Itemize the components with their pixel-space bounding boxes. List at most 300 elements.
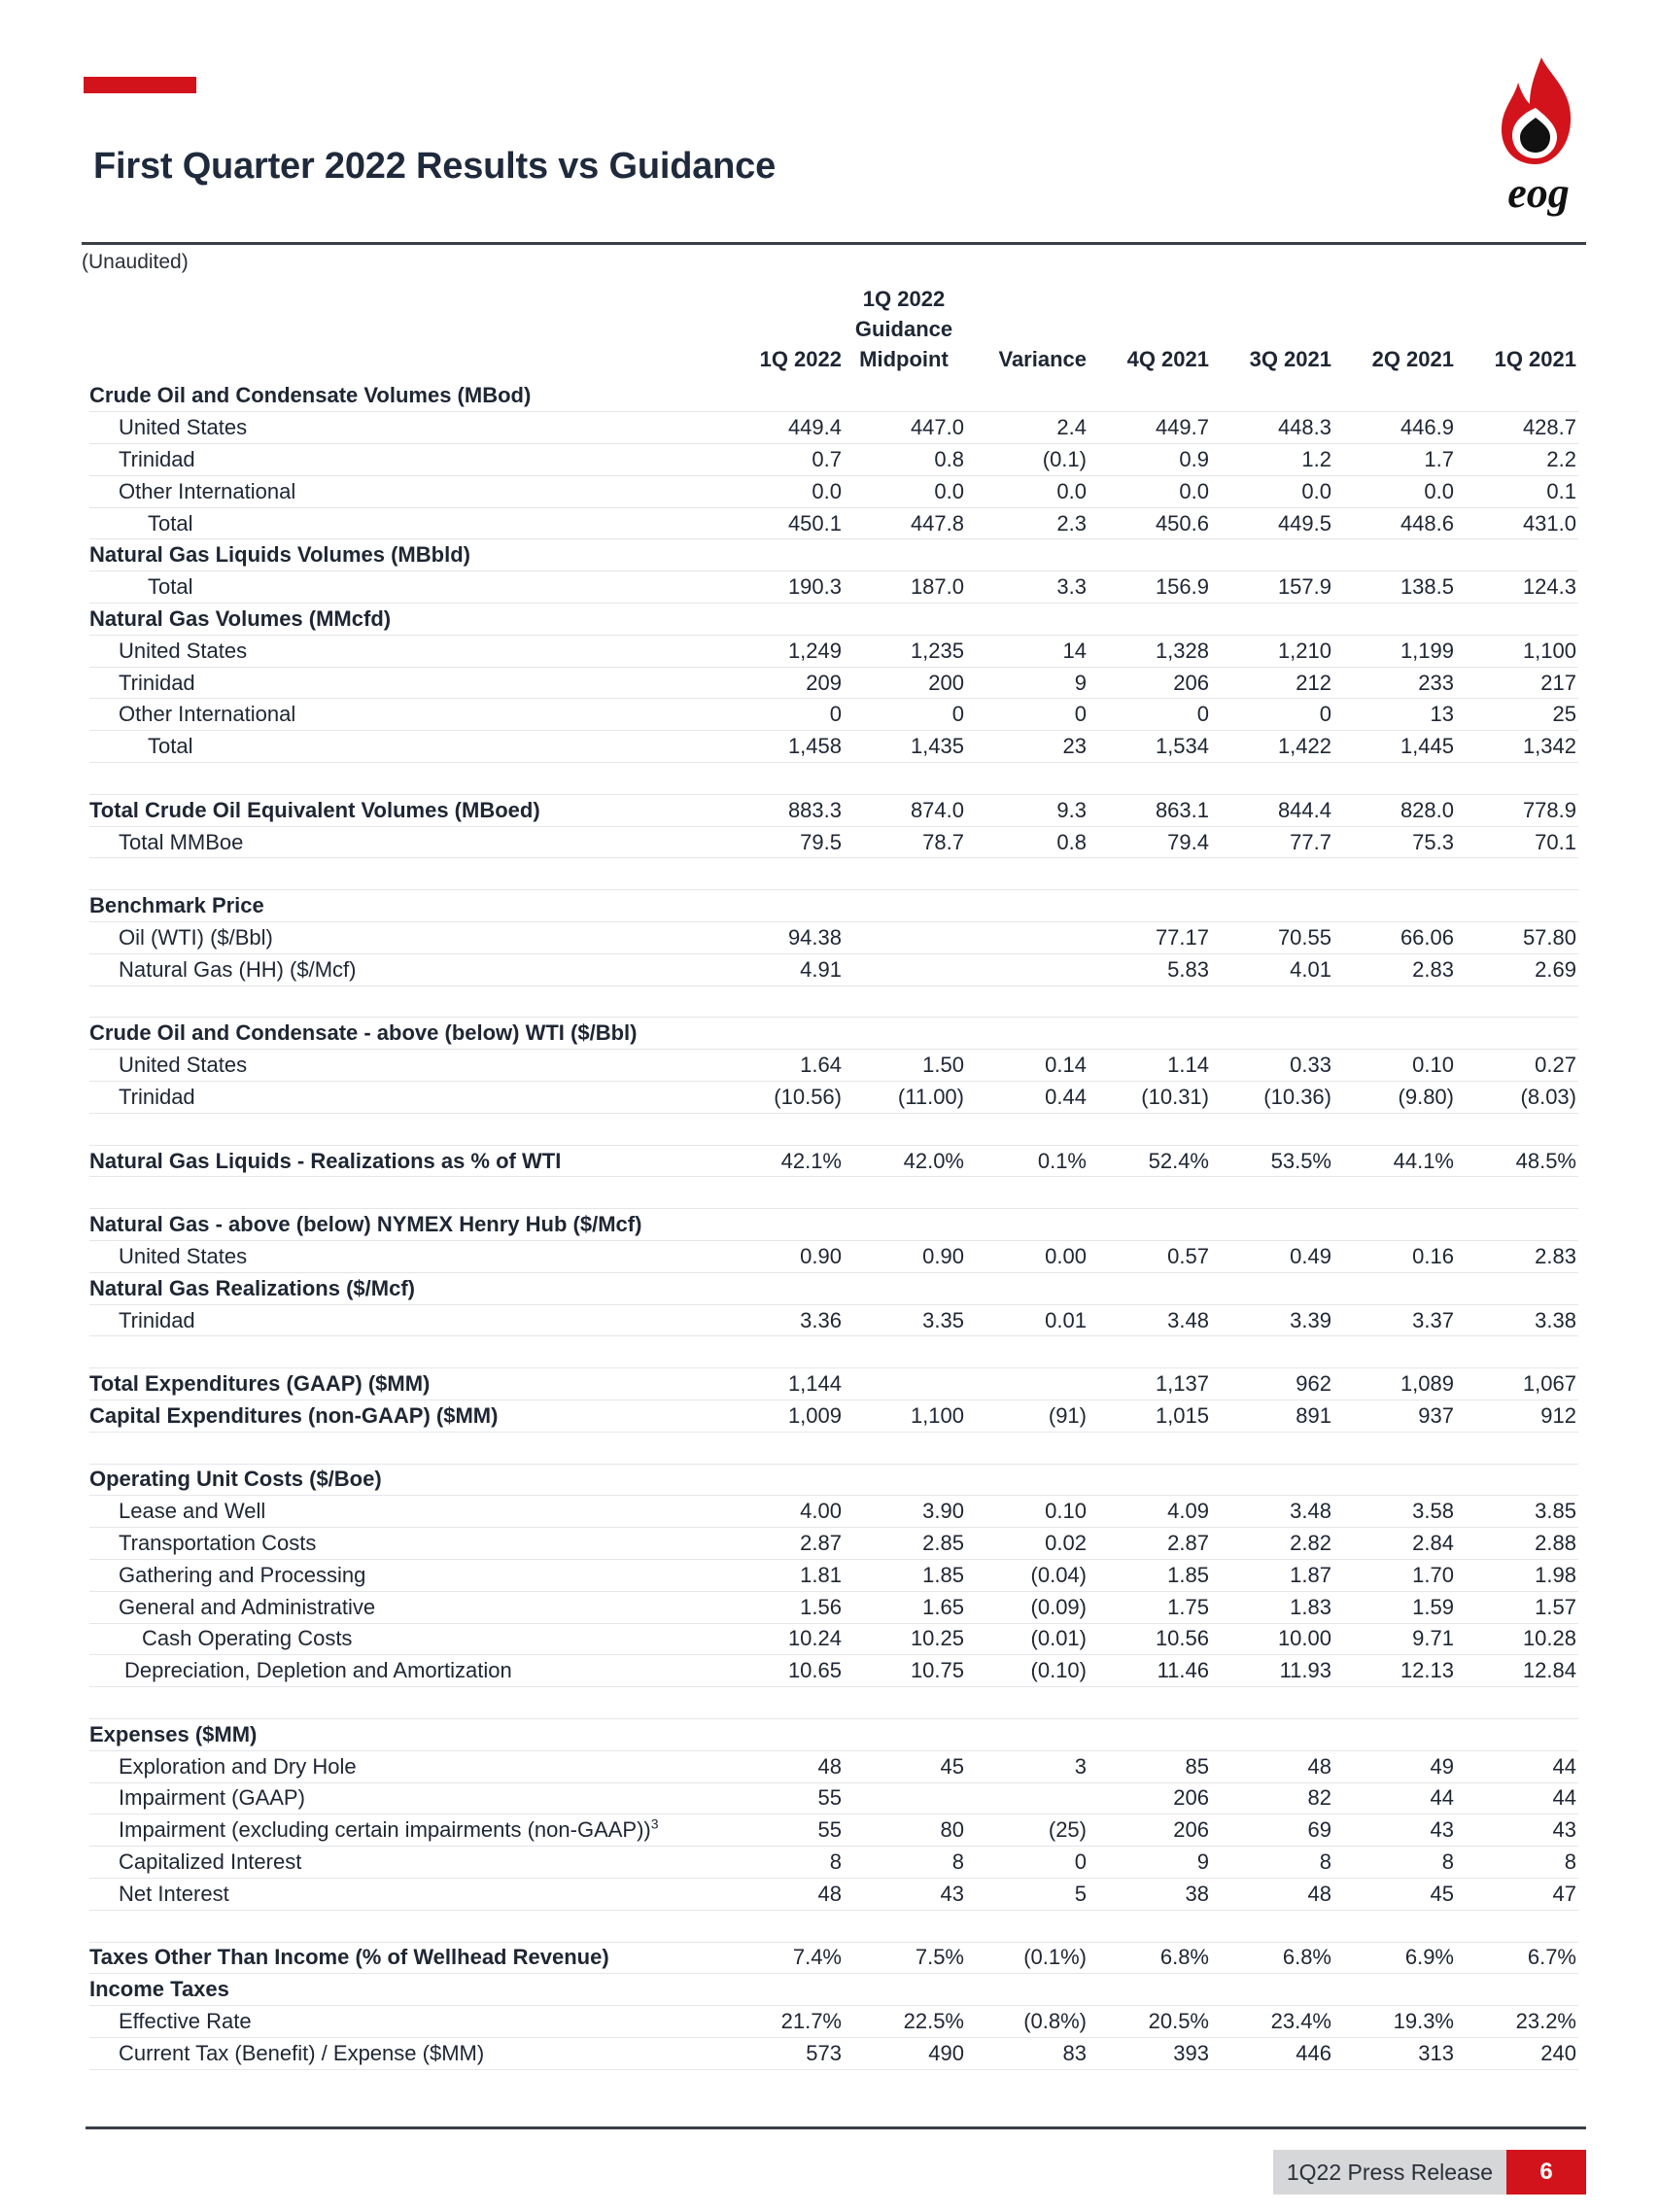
table-cell: 25 [1456,699,1578,731]
row-label: Expenses ($MM) [89,1718,721,1750]
table-cell: 3 [966,1750,1089,1782]
section-row [89,1464,1578,1496]
table-cell: 2.88 [1456,1528,1578,1560]
table-cell: 3.85 [1456,1496,1578,1528]
logo-wordmark: eog [1507,169,1570,217]
table-cell [1089,1018,1211,1050]
table-cell: 0.0 [966,475,1089,507]
section-row [89,1272,1578,1304]
top-rule [82,242,1586,245]
table-cell [721,858,844,890]
section-row [89,539,1578,571]
table-cell: (0.8%) [966,2006,1089,2038]
table-cell: 8 [1456,1847,1578,1879]
table-cell: 44 [1456,1782,1578,1815]
table-cell: 55 [721,1815,844,1847]
table-cell [844,763,966,795]
table-cell [721,1974,844,2006]
spacer-row [89,1177,1578,1209]
table-cell [966,1113,1089,1145]
column-header: 4Q 2021 [1126,347,1209,371]
table-cell: 0.27 [1456,1050,1578,1082]
table-cell: 450.6 [1089,507,1211,539]
table-cell [1211,380,1333,412]
table-row [89,1082,1578,1114]
results-table [89,284,1578,2070]
table-cell: 49 [1333,1750,1456,1782]
row-label: Operating Unit Costs ($/Boe) [89,1464,721,1496]
table-cell: 0 [844,699,966,731]
table-cell: 3.38 [1456,1304,1578,1336]
table-cell [844,1782,966,1815]
table-cell: 0.16 [1333,1241,1456,1273]
column-header: 1Q 2022 [759,347,842,371]
table-cell: 9 [966,667,1089,699]
table-cell: 124.3 [1456,571,1578,604]
section-row [89,794,1578,826]
table-cell [844,1368,966,1400]
table-cell: 45 [1333,1878,1456,1910]
table-cell [966,539,1089,571]
table-cell: 85 [1089,1750,1211,1782]
table-cell: 883.3 [721,794,844,826]
table-cell [966,1018,1089,1050]
table-cell: 2.4 [966,412,1089,444]
table-cell: (10.36) [1211,1082,1333,1114]
table-cell: 206 [1089,1782,1211,1815]
column-header: 2Q 2021 [1371,347,1454,371]
table-cell: 9.71 [1333,1623,1456,1655]
table-cell: 156.9 [1089,571,1211,604]
table-cell: 8 [1333,1847,1456,1879]
table-cell: 3.35 [844,1304,966,1336]
table-cell [1456,1272,1578,1304]
table-cell: 0.10 [966,1496,1089,1528]
row-label: Transportation Costs [89,1528,721,1560]
table-cell [844,1177,966,1209]
row-label: United States [89,1050,721,1082]
row-label [89,1432,721,1464]
table-cell: 23.4% [1211,2006,1333,2038]
table-cell [1211,1177,1333,1209]
table-cell: 448.3 [1211,412,1333,444]
spacer-row [89,1687,1578,1719]
table-cell: 20.5% [1089,2006,1211,2038]
table-cell: 1,015 [1089,1400,1211,1433]
table-cell: 209 [721,667,844,699]
table-cell [966,985,1089,1018]
table-cell: 22.5% [844,2006,966,2038]
table-cell [1089,1464,1211,1496]
table-cell: 490 [844,2037,966,2069]
table-cell: 0.8 [966,826,1089,858]
table-cell: 77.7 [1211,826,1333,858]
table-cell [966,858,1089,890]
table-cell [966,1464,1089,1496]
row-label [89,1113,721,1145]
row-label: Cash Operating Costs [89,1623,721,1655]
table-cell: 844.4 [1211,794,1333,826]
page-title: First Quarter 2022 Results vs Guidance [93,146,777,187]
table-cell: 962 [1211,1368,1333,1400]
table-cell: 8 [1211,1847,1333,1879]
table-cell: 1,100 [844,1400,966,1433]
table-cell: 190.3 [721,571,844,604]
table-cell [1456,1464,1578,1496]
table-cell [844,1718,966,1750]
table-cell: 1.75 [1089,1591,1211,1623]
row-label: Net Interest [89,1878,721,1910]
table-cell: 48 [721,1750,844,1782]
table-cell: 2.85 [844,1528,966,1560]
unaudited-note: (Unaudited) [82,251,189,273]
table-cell [1089,858,1211,890]
row-label: Depreciation, Depletion and Amortization [89,1655,721,1687]
table-cell [844,1018,966,1050]
table-cell: 217 [1456,667,1578,699]
table-cell: 0.90 [844,1241,966,1273]
table-cell [844,1336,966,1368]
table-cell: 4.00 [721,1496,844,1528]
table-header [89,284,1578,380]
table-cell: 0.0 [1089,475,1211,507]
row-label: Natural Gas Liquids - Realizations as % of WTI [89,1145,721,1177]
table-cell: 44.1% [1333,1145,1456,1177]
table-cell [721,604,844,636]
table-cell [1456,1336,1578,1368]
row-label [89,763,721,795]
table-cell [721,890,844,922]
table-cell [1456,1687,1578,1719]
table-cell: 573 [721,2037,844,2069]
table-cell [1333,380,1456,412]
table-cell: 0 [966,699,1089,731]
row-label: Gathering and Processing [89,1559,721,1591]
table-cell [1089,1113,1211,1145]
table-cell [1089,1974,1211,2006]
table-cell [721,1718,844,1750]
table-cell: 1,144 [721,1368,844,1400]
row-label: Impairment (GAAP) [89,1782,721,1815]
table-cell: 0.14 [966,1050,1089,1082]
table-cell: 1,249 [721,635,844,667]
table-cell: 1.65 [844,1591,966,1623]
table-cell [1211,1718,1333,1750]
table-cell [1333,763,1456,795]
table-cell: 69 [1211,1815,1333,1847]
table-cell: 47 [1456,1878,1578,1910]
table-cell: 313 [1333,2037,1456,2069]
accent-bar [84,77,196,93]
table-cell: 0.1% [966,1145,1089,1177]
table-row [89,1304,1578,1336]
row-label [89,1687,721,1719]
table-cell [1211,1113,1333,1145]
row-label: Total [89,571,721,604]
table-cell: 10.28 [1456,1623,1578,1655]
table-cell: 2.83 [1456,1241,1578,1273]
table-cell: 1,534 [1089,731,1211,763]
table-cell: 1.83 [1211,1591,1333,1623]
table-cell: 48 [721,1878,844,1910]
column-header: 1Q 2021 [1494,347,1576,371]
table-row [89,635,1578,667]
table-cell [721,1018,844,1050]
table-cell: 2.82 [1211,1528,1333,1560]
header-label-spacer [89,284,721,380]
table-row [89,1878,1578,1910]
table-cell [1089,1432,1211,1464]
table-cell [844,604,966,636]
section-row [89,1400,1578,1433]
table-row [89,2037,1578,2069]
section-row [89,890,1578,922]
table-cell [844,922,966,954]
section-row [89,1942,1578,1974]
section-row [89,1368,1578,1400]
table-row [89,1591,1578,1623]
table-cell: 48.5% [1456,1145,1578,1177]
table-cell: 446 [1211,2037,1333,2069]
table-cell: 233 [1333,667,1456,699]
table-cell [1456,1177,1578,1209]
table-cell: 1,458 [721,731,844,763]
table-cell: 3.48 [1089,1304,1211,1336]
table-cell [1333,1177,1456,1209]
table-cell [1089,1177,1211,1209]
table-cell [721,1910,844,1942]
table-cell [966,1272,1089,1304]
table-cell: 1,199 [1333,635,1456,667]
table-row [89,826,1578,858]
table-row [89,667,1578,699]
table-cell: 0.44 [966,1082,1089,1114]
table-cell: 937 [1333,1400,1456,1433]
row-label: Income Taxes [89,1974,721,2006]
table-cell [966,763,1089,795]
table-cell: 1.85 [844,1559,966,1591]
table-cell: 45 [844,1750,966,1782]
table-row [89,1750,1578,1782]
table-cell: 5 [966,1878,1089,1910]
table-row [89,475,1578,507]
table-cell: 83 [966,2037,1089,2069]
table-cell: 43 [844,1878,966,1910]
table-cell: 42.1% [721,1145,844,1177]
table-cell: 450.1 [721,507,844,539]
table-cell: 2.87 [1089,1528,1211,1560]
table-cell: 79.4 [1089,826,1211,858]
table-cell [844,539,966,571]
table-cell [966,1910,1089,1942]
table-cell: 4.01 [1211,953,1333,985]
table-cell: 10.75 [844,1655,966,1687]
table-cell [1211,858,1333,890]
table-cell: 3.58 [1333,1496,1456,1528]
row-label: Oil (WTI) ($/Bbl) [89,922,721,954]
table-row [89,1847,1578,1879]
row-label: Natural Gas Liquids Volumes (MBbld) [89,539,721,571]
table-cell [1456,380,1578,412]
table-cell [1211,1272,1333,1304]
table-cell: 891 [1211,1400,1333,1433]
row-label: Natural Gas (HH) ($/Mcf) [89,953,721,985]
table-cell [1333,985,1456,1018]
row-label: Crude Oil and Condensate Volumes (MBod) [89,380,721,412]
table-cell: 10.00 [1211,1623,1333,1655]
row-label: Impairment (excluding certain impairments (non-GAAP))$^3$ [89,1815,721,1847]
table-cell [1211,1018,1333,1050]
table-cell [844,858,966,890]
table-cell: 38 [1089,1878,1211,1910]
table-cell: 1.56 [721,1591,844,1623]
table-cell: 1,009 [721,1400,844,1433]
table-cell: 0.57 [1089,1241,1211,1273]
table-cell: 77.17 [1089,922,1211,954]
table-row [89,1496,1578,1528]
table-cell [1089,1718,1211,1750]
table-cell [1211,890,1333,922]
table-row [89,1241,1578,1273]
row-label: Effective Rate [89,2006,721,2038]
table-cell: 6.8% [1089,1942,1211,1974]
table-cell: 447.0 [844,412,966,444]
table-cell [1089,1687,1211,1719]
table-cell [1456,763,1578,795]
table-cell: 449.5 [1211,507,1333,539]
table-cell: 3.37 [1333,1304,1456,1336]
table-cell [1456,604,1578,636]
table-cell [844,1687,966,1719]
table-cell [966,1368,1089,1400]
table-cell [1456,1974,1578,2006]
spacer-row [89,1336,1578,1368]
spacer-row [89,985,1578,1018]
table-cell [1333,1018,1456,1050]
row-label: Natural Gas Realizations ($/Mcf) [89,1272,721,1304]
row-label: Total Crude Oil Equivalent Volumes (MBoed) [89,794,721,826]
table-cell [966,1687,1089,1719]
table-cell: 4.09 [1089,1496,1211,1528]
table-cell: (11.00) [844,1082,966,1114]
table-cell: 21.7% [721,2006,844,2038]
table-cell: 874.0 [844,794,966,826]
footnote-marker: 3 [650,1815,659,1832]
table-cell [1211,763,1333,795]
table-cell [844,1113,966,1145]
table-cell: 70.55 [1211,922,1333,954]
page-number: 6 [1506,2150,1586,2195]
table-cell: 1.50 [844,1050,966,1082]
table-cell: 138.5 [1333,571,1456,604]
table-cell [1333,1113,1456,1145]
table-cell [1333,604,1456,636]
table-cell: 75.3 [1333,826,1456,858]
table-row [89,571,1578,604]
spacer-row [89,1910,1578,1942]
table-cell [1211,1209,1333,1241]
table-cell: 0.00 [966,1241,1089,1273]
table-cell: 1,445 [1333,731,1456,763]
table-cell [1333,1209,1456,1241]
table-cell: 94.38 [721,922,844,954]
table-cell: (0.04) [966,1559,1089,1591]
table-cell: 10.65 [721,1655,844,1687]
table-cell [721,1432,844,1464]
table-cell: 912 [1456,1400,1578,1433]
table-cell: 863.1 [1089,794,1211,826]
table-cell: 0.33 [1211,1050,1333,1082]
table-cell [844,1974,966,2006]
table-cell [1333,1432,1456,1464]
table-cell: 1.64 [721,1050,844,1082]
table-cell [966,604,1089,636]
table-cell: 200 [844,667,966,699]
table-cell: 206 [1089,1815,1211,1847]
table-cell: 12.13 [1333,1655,1456,1687]
table-row [89,922,1578,954]
table-cell: 78.7 [844,826,966,858]
row-label: Taxes Other Than Income (% of Wellhead Revenue) [89,1942,721,1974]
table-cell: 212 [1211,667,1333,699]
table-cell [844,890,966,922]
table-cell: 8 [844,1847,966,1879]
table-cell [1211,1687,1333,1719]
table-cell [966,890,1089,922]
table-cell [966,1336,1089,1368]
table-cell: (0.01) [966,1623,1089,1655]
table-cell [1456,890,1578,922]
table-cell: 157.9 [1211,571,1333,604]
table-cell: 0.10 [1333,1050,1456,1082]
column-header: 3Q 2021 [1249,347,1331,371]
table-cell: 1.2 [1211,444,1333,476]
table-cell [721,1272,844,1304]
section-row [89,1209,1578,1241]
table-cell: 1,067 [1456,1368,1578,1400]
table-row [89,1528,1578,1560]
table-cell [966,953,1089,985]
row-label: Other International [89,699,721,731]
table-cell: 447.8 [844,507,966,539]
table-cell [1333,1910,1456,1942]
row-label: Trinidad [89,444,721,476]
column-header: 1Q 2022 Guidance Midpoint [854,287,953,371]
table-cell [1211,1974,1333,2006]
table-cell: (25) [966,1815,1089,1847]
table-cell [1089,985,1211,1018]
table-cell: 0.01 [966,1304,1089,1336]
table-cell [1456,1432,1578,1464]
row-label [89,1910,721,1942]
table-cell: (10.56) [721,1082,844,1114]
table-cell [1333,1464,1456,1496]
table-cell: 3.48 [1211,1496,1333,1528]
table-cell: 48 [1211,1750,1333,1782]
table-cell [1089,604,1211,636]
spacer-row [89,763,1578,795]
table-cell: 1,210 [1211,635,1333,667]
table-cell [1456,1209,1578,1241]
table-cell: 1.87 [1211,1559,1333,1591]
table-cell: 1.57 [1456,1591,1578,1623]
table-cell [1456,1018,1578,1050]
table-cell [721,1687,844,1719]
table-cell: 778.9 [1456,794,1578,826]
table-cell: 2.2 [1456,444,1578,476]
table-cell: 0.0 [721,475,844,507]
table-cell: (0.1) [966,444,1089,476]
